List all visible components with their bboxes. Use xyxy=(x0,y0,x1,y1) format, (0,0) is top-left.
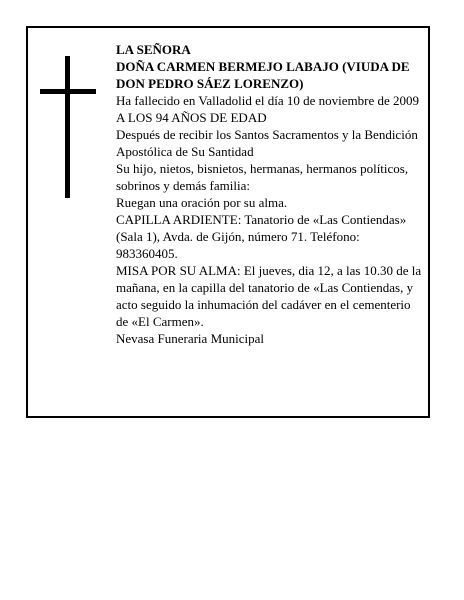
mass-info: MISA POR SU ALMA: El jueves, dia 12, a las 10.30 de la mañana, en la capilla del tanatorio de «Las Contiendas, y acto seguido la inhumación del cadáver en el cementerio de «El Carmen». xyxy=(116,263,422,329)
deceased-name: DOÑA CARMEN BERMEJO LABAJO (VIUDA DE DON PEDRO SÁEZ LORENZO) xyxy=(116,59,410,91)
prayer-request: Ruegan una oración por su alma. xyxy=(116,195,288,210)
family-line: Su hijo, nietos, bisnietos, hermanas, hermanos políticos, sobrinos y demás familia: xyxy=(116,161,409,193)
sacraments-line: Después de recibir los Santos Sacramentos y la Bendición Apostólica de Su Santidad xyxy=(116,127,418,159)
notice-text-block xyxy=(116,41,424,347)
obituary-notice xyxy=(26,26,430,418)
cross-icon xyxy=(40,56,96,198)
death-announcement: Ha fallecido en Valladolid el día 10 de noviembre de 2009 xyxy=(116,93,419,108)
chapel-info: CAPILLA ARDIENTE: Tanatorio de «Las Contiendas» (Sala 1), Avda. de Gijón, número 71. Teléfono: 983360405. xyxy=(116,212,407,261)
cross-horizontal-bar xyxy=(40,89,96,94)
cross-vertical-bar xyxy=(65,56,70,198)
funeral-home: Nevasa Funeraria Municipal xyxy=(116,331,265,346)
age-line: A LOS 94 AÑOS DE EDAD xyxy=(116,110,267,125)
notice-title: LA SEÑORA xyxy=(116,42,191,57)
